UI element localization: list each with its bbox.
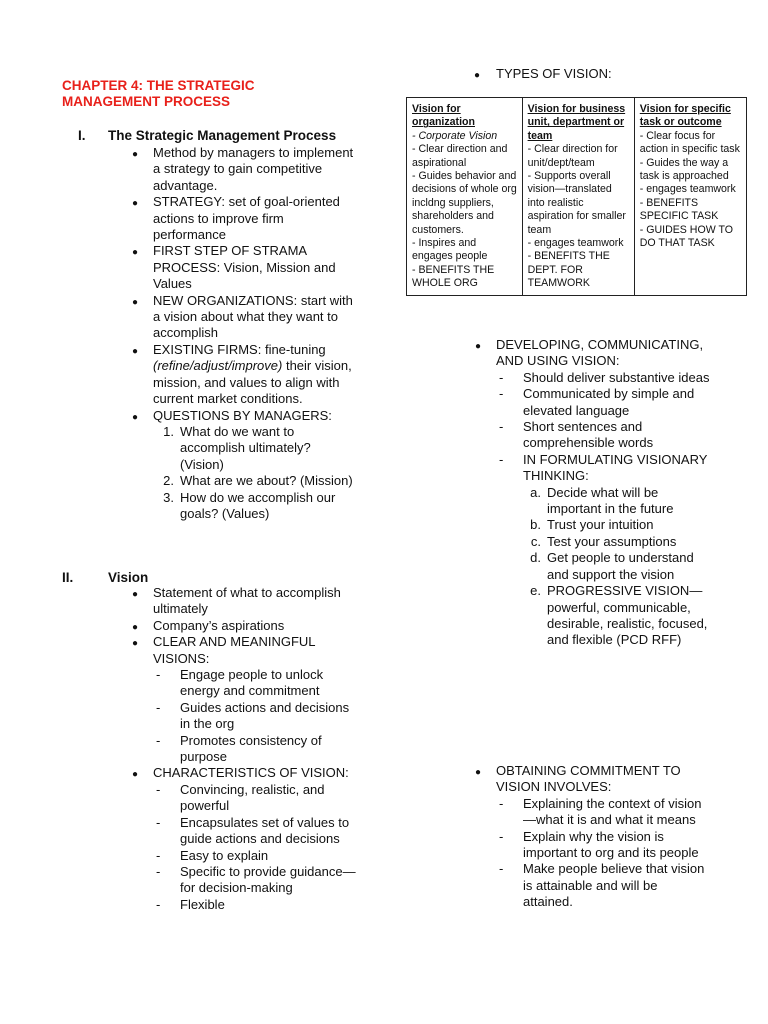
list-item: ● NEW ORGANIZATIONS: start with a vision about what they want to accomplish: [132, 293, 357, 342]
section-1-list: [132, 145, 357, 522]
list-item: ● STRATEGY: set of goal-oriented actions to improve firm performance: [132, 194, 357, 243]
developing-list: [475, 337, 710, 649]
table-cell-business-unit: Vision for business unit, department or team - Clear direction for unit/dept/team - Supports overall vision—translated into realistic aspiration for smaller team - engages teamwork - BENEFITS THE DEPT. FOR TEAMWORK: [522, 98, 634, 296]
formulating-item: c. Test your assumptions: [530, 533, 677, 549]
list-item: - Explain why the vision is important to org and its people: [499, 829, 710, 862]
list-item: - Short sentences and comprehensible words: [499, 419, 710, 452]
table-cell-organization: Vision for organization - Corporate Vision - Clear direction and aspirational - Guides behavior and decisions of whole org incldng suppliers, shareholders and customers. - Inspires and engages people - BENEFITS THE WHOLE ORG: [407, 98, 523, 296]
list-item: - Promotes consistency of purpose: [156, 733, 357, 766]
section-2-number: II.: [62, 570, 74, 585]
list-item: - Communicated by simple and elevated language: [499, 386, 710, 419]
list-item: - Easy to explain: [156, 848, 357, 864]
list-item: ● Method by managers to implement a strategy to gain competitive advantage.: [132, 145, 357, 194]
list-item-developing: ● DEVELOPING, COMMUNICATING, AND USING VISION:: [475, 337, 710, 370]
obtaining-list: [475, 763, 710, 911]
list-item-characteristics: ● CHARACTERISTICS OF VISION:: [132, 765, 357, 781]
section-2-title: Vision: [108, 570, 149, 585]
list-item-clear-visions: ● CLEAR AND MEANINGFUL VISIONS:: [132, 634, 357, 667]
list-item-existing-firms: ● EXISTING FIRMS: fine-tuning (refine/adjust/improve) their vision, mission, and values to align with current market conditions.: [132, 342, 357, 408]
formulating-item: d. Get people to understand and support the vision: [530, 550, 694, 582]
question-item: 2. What are we about? (Mission): [163, 473, 353, 489]
list-item: - Engage people to unlock energy and commitment: [156, 667, 357, 700]
list-item: - Explaining the context of vision—what it is and what it means: [499, 796, 710, 829]
question-item: 1. What do we want to accomplish ultimately? (Vision): [163, 423, 311, 472]
questions-list: [156, 424, 357, 522]
list-item: - Encapsulates set of values to guide actions and decisions: [156, 815, 357, 848]
section-1-number: I.: [78, 128, 86, 143]
list-item: - Make people believe that vision is attainable and will be attained.: [499, 861, 710, 910]
list-item-obtaining: ● OBTAINING COMMITMENT TO VISION INVOLVES:: [475, 763, 710, 796]
chapter-title: CHAPTER 4: THE STRATEGIC MANAGEMENT PROCESS: [62, 78, 255, 109]
developing-sublist: [499, 370, 710, 649]
formulating-list: [523, 485, 710, 649]
list-item: - Flexible: [156, 897, 357, 913]
list-item: ● FIRST STEP OF STRAMA PROCESS: Vision, Mission and Values: [132, 243, 357, 292]
list-item-questions: ● QUESTIONS BY MANAGERS:: [132, 408, 357, 424]
clear-visions-list: [156, 667, 357, 765]
formulating-item: b. Trust your intuition: [530, 517, 654, 533]
formulating-item: e. PROGRESSIVE VISION—powerful, communicable, desirable, realistic, focused, and flexible (PCD RFF): [530, 583, 708, 648]
list-item: - Convincing, realistic, and powerful: [156, 782, 357, 815]
vision-types-table: [406, 97, 747, 296]
table-cell-specific-task: Vision for specific task or outcome - Clear focus for action in specific task - Guides the way a task is approached - engages teamwork - BENEFITS SPECIFIC TASK - GUIDES HOW TO DO THAT TASK: [634, 98, 746, 296]
list-item: - Guides actions and decisions in the org: [156, 700, 357, 733]
list-item-formulating: - IN FORMULATING VISIONARY THINKING:: [499, 452, 710, 485]
obtaining-sublist: [499, 796, 710, 911]
characteristics-list: [156, 782, 357, 913]
formulating-item: a. Decide what will be important in the future: [530, 484, 674, 517]
list-item: ● Company’s aspirations: [132, 618, 357, 634]
question-item: 3. How do we accomplish our goals? (Values): [163, 489, 336, 521]
list-item: - Should deliver substantive ideas: [499, 370, 710, 386]
section-1-title: The Strategic Management Process: [108, 128, 337, 143]
list-item: - Specific to provide guidance—for decision-making: [156, 864, 357, 897]
list-item: ● Statement of what to accomplish ultimately: [132, 585, 357, 618]
section-2-list: [132, 585, 357, 913]
